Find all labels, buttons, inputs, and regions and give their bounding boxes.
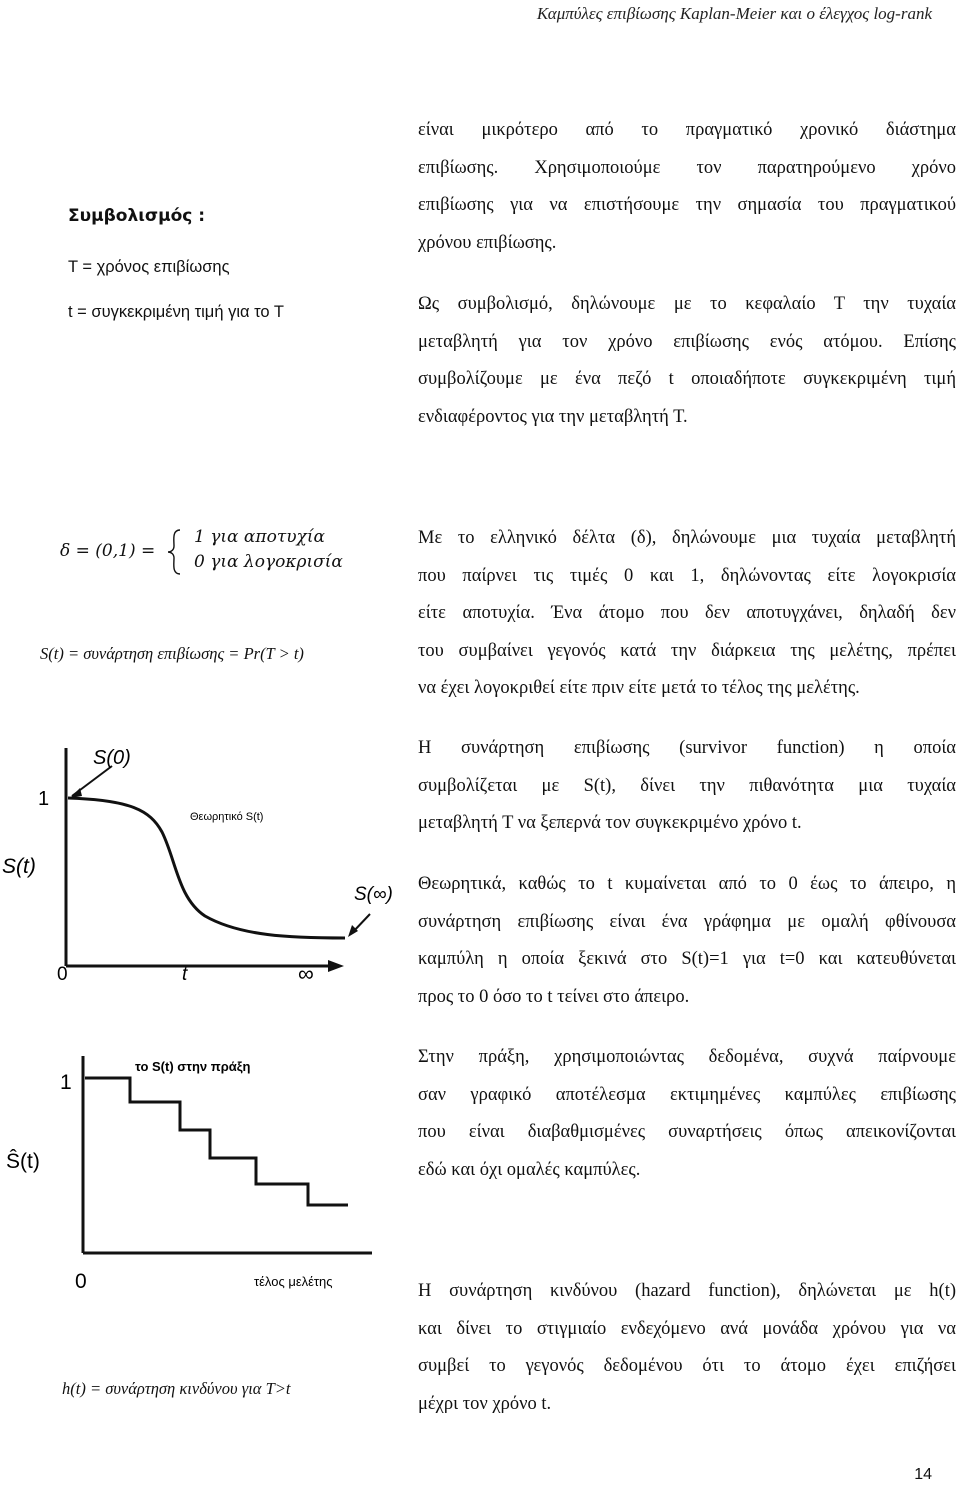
figure2-y-one-label: 1: [60, 1071, 72, 1094]
delta-case-failure: 1 για αποτυχία: [194, 527, 326, 547]
figure1-y-axis-label: S(t): [2, 855, 36, 878]
text-line: είτε αποτυχία. Ένα άτομο που δεν αποτυγχάνει, δηλαδή δεν: [418, 603, 956, 623]
text-line: χρόνου επιβίωσης.: [418, 232, 557, 253]
symbol-t-definition: t = συγκεκριμένη τιμή για το Τ: [68, 303, 284, 321]
text-line: να έχει λογοκριθεί είτε πριν είτε μετά το τέλος της μελέτης.: [418, 678, 860, 698]
formula-brace: [166, 528, 184, 576]
paragraph-delta: [418, 520, 956, 708]
theoretical-survival-figure: [0, 740, 393, 990]
text-line: που είναι διαβαθμισμένες συναρτήσεις όπως απεικονίζονται: [418, 1122, 956, 1142]
paragraph-observed-time: [418, 112, 956, 262]
running-header: Καμπύλες επιβίωσης Kaplan-Meier και ο έλεγχος log-rank: [536, 4, 932, 23]
text-line: προς το 0 όσο το t τείνει στο άπειρο.: [418, 986, 690, 1007]
survival-function-caption: S(t) = συνάρτηση επιβίωσης = Pr(T > t): [40, 644, 304, 663]
text-line: συνάρτηση επιβίωσης είναι ένα γράφημα με ομαλή φθίνουσα: [418, 911, 956, 932]
page-number: 14: [914, 1466, 932, 1483]
text-line: είναι μικρότερο από το πραγματικό χρονικό διάστημα: [418, 120, 956, 140]
text-line: επιβίωσης. Χρησιμοποιούμε τον παρατηρούμενο χρόνο: [418, 157, 956, 178]
figure2-x-zero-label: 0: [75, 1270, 87, 1293]
text-line: μεταβλητή Τ να ξεπερνά τον συγκεκριμένο χρόνο t.: [418, 813, 802, 833]
figure2-y-axis-label: Ŝ(t): [6, 1150, 40, 1173]
figure1-x-zero-label: 0: [57, 964, 68, 985]
figure1-x-infinity-label: ∞: [298, 961, 314, 986]
text-line: και δίνει το στιγμιαίο ενδεχόμενο ανά μονάδα χρόνου για να: [418, 1318, 956, 1339]
figure1-curve-label: Θεωρητικό S(t): [190, 811, 264, 823]
delta-case-censoring: 0 για λογοκρισία: [194, 552, 343, 572]
figure2-title: το S(t) στην πράξη: [135, 1059, 251, 1074]
text-line: μέχρι τον χρόνο t.: [418, 1393, 552, 1414]
figure2-x-end-label: τέλος μελέτης: [254, 1274, 333, 1289]
text-line: σαν γραφικό αποτέλεσμα εκτιμημένες καμπύλες επιβίωσης: [418, 1084, 956, 1105]
estimated-survival-step-curve: [85, 1078, 348, 1205]
s0-pointer-arrowhead: [70, 788, 82, 798]
symbols-title: Συμβολισμός :: [68, 206, 206, 226]
text-line: Η συνάρτηση κινδύνου (hazard function), δηλώνεται με h(t): [418, 1281, 956, 1301]
text-line: μεταβλητή για τον χρόνο επιβίωσης ενός ατόμου. Επίσης: [418, 331, 956, 352]
text-line: Με το ελληνικό δέλτα (δ), δηλώνουμε μια τυχαία μεταβλητή: [418, 528, 956, 548]
figure1-y-one-label: 1: [38, 788, 50, 810]
symbol-T-definition: Τ = χρόνος επιβίωσης: [68, 258, 230, 276]
text-line: καμπύλη η οποία ξεκινά στο S(t)=1 για t=0 και κατευθύνεται: [418, 949, 956, 969]
kaplan-meier-step-figure: [0, 1050, 372, 1295]
text-line: Θεωρητικά, καθώς το t κυμαίνεται από το 0 έως το άπειρο, η: [418, 874, 956, 894]
text-line: Στην πράξη, χρησιμοποιώντας δεδομένα, συχνά παίρνουμε: [418, 1047, 956, 1067]
paragraph-step-functions: [418, 1039, 956, 1189]
text-line: συμβολίζουμε με ένα πεζό t οποιαδήποτε συγκεκριμένη τιμή: [418, 369, 956, 389]
paragraph-hazard-function: [418, 1273, 956, 1423]
text-line: που παίρνει τις τιμές 0 και 1, δηλώνοντας είτε λογοκρισία: [418, 565, 956, 586]
hazard-function-caption: h(t) = συνάρτηση κινδύνου για T>t: [62, 1379, 291, 1398]
text-line: Η συνάρτηση επιβίωσης (survivor function) η οποία: [418, 738, 956, 758]
figure1-x-t-label: t: [182, 964, 188, 985]
text-line: του συμβαίνει γεγονός κατά την διάρκεια της μελέτης, πρέπει: [418, 640, 956, 661]
text-line: Ως συμβολισμό, δηλώνουμε με το κεφαλαίο Τ την τυχαία: [418, 294, 956, 314]
paragraph-survivor-function: [418, 730, 956, 843]
figure1-x-arrowhead: [328, 960, 344, 972]
text-line: επιβίωσης για να επιστήσουμε την σημασία του πραγματικού: [418, 195, 956, 215]
text-line: εδώ και όχι ομαλές καμπύλες.: [418, 1159, 641, 1180]
text-line: ενδιαφέροντος για την μεταβλητή Τ.: [418, 406, 688, 427]
paragraph-theoretical-curve: [418, 866, 956, 1016]
text-line: συμβεί το γεγονός δεδομένου ότι το άτομο έχει επιζήσει: [418, 1356, 956, 1376]
figure1-sinf-label: S(∞): [354, 884, 393, 905]
paragraph-notation: [418, 286, 956, 436]
text-line: συμβολίζεται με S(t), δίνει την πιθανότητα μια τυχαία: [418, 775, 956, 796]
figure1-s0-label: S(0): [93, 747, 131, 769]
delta-formula-lhs: δ = (0,1) =: [60, 541, 156, 561]
